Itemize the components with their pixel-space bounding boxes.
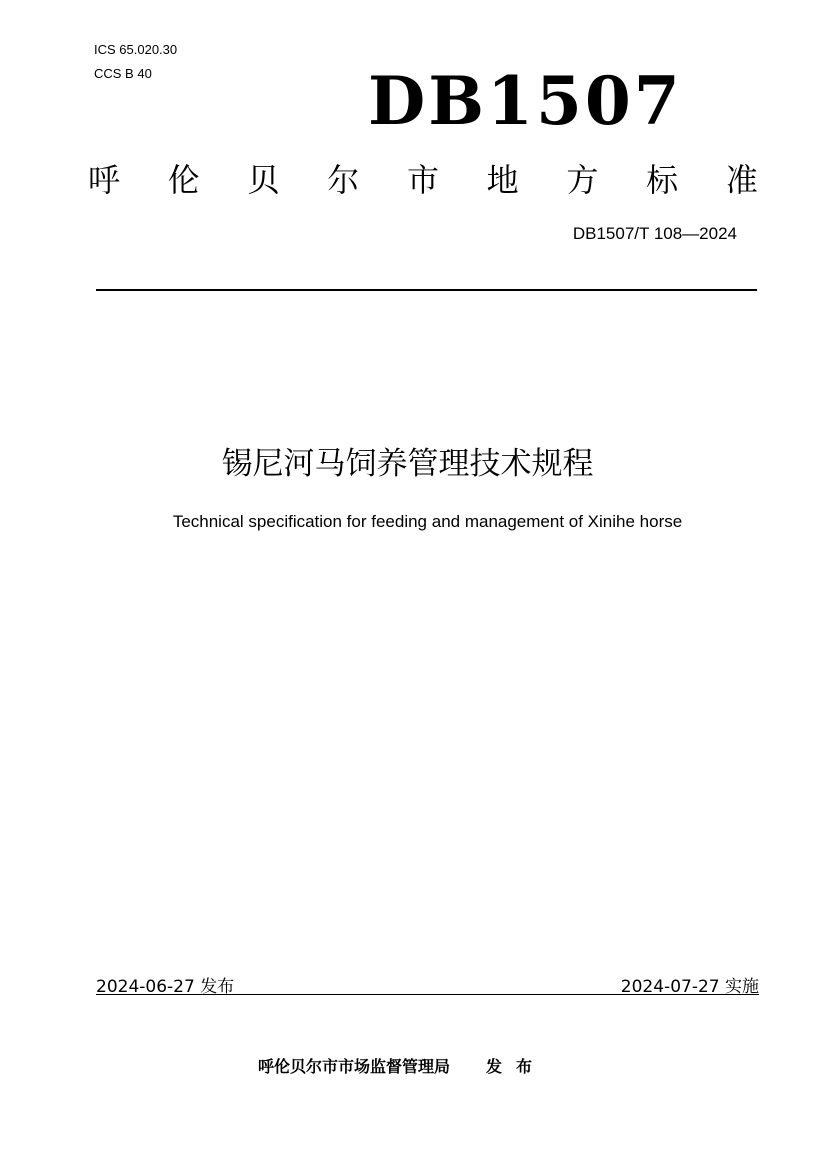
implementation-date: 2024-07-27 实施	[620, 977, 759, 997]
standard-type-char: 尔	[327, 161, 360, 199]
standard-type-char: 方	[566, 161, 599, 199]
issuer-name: 呼伦贝尔市市场监督管理局	[258, 1057, 451, 1076]
issue-date: 2024-06-27 发布	[96, 977, 235, 997]
standard-type-char: 市	[406, 161, 439, 199]
footer-divider	[96, 994, 759, 995]
document-title-cn: 锡尼河马饲养管理技术规程	[221, 446, 594, 482]
standard-type-char: 伦	[167, 161, 200, 199]
standard-type-char: 呼	[88, 161, 121, 199]
ics-code: ICS 65.020.30	[94, 42, 178, 57]
issuer-line	[258, 1054, 546, 1077]
ccs-code: CCS B 40	[94, 66, 152, 81]
header-divider	[96, 289, 757, 291]
standard-number: DB1507/T 108—2024	[572, 224, 737, 243]
standard-type-char: 标	[646, 161, 679, 199]
standard-type-char: 准	[725, 161, 758, 199]
standard-code-logo: DB1507	[368, 62, 683, 140]
issuer-action: 发布	[486, 1057, 547, 1076]
standard-type-char: 贝	[247, 161, 280, 199]
document-title-en: Technical specification for feeding and management of Xinihe horse	[172, 512, 683, 531]
standard-type-char: 地	[486, 161, 519, 199]
standard-type-title	[88, 160, 758, 200]
